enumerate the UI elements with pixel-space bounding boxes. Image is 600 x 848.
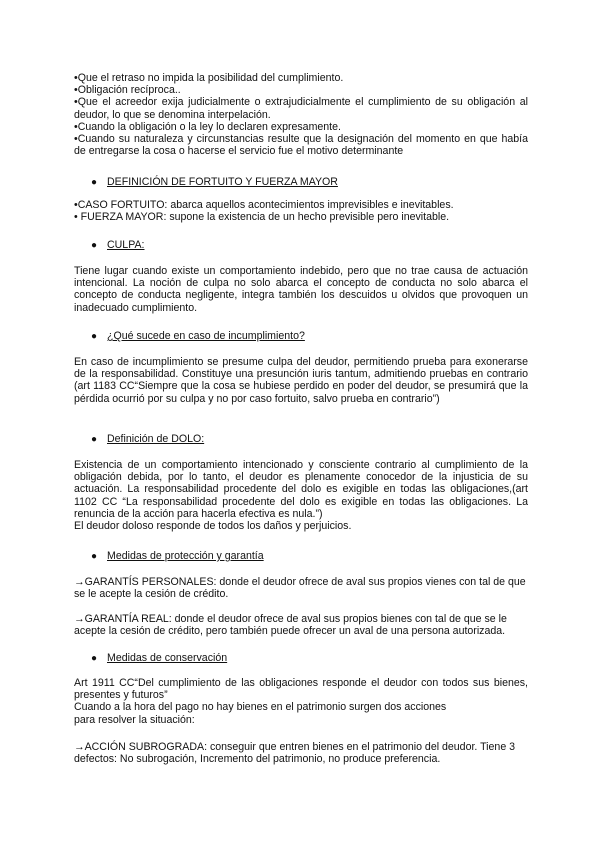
culpa-paragraph: Tiene lugar cuando existe un comportamiento indebido, pero que no trae causa de actuación intencional. La noción de culpa no solo abarca el concepto de conducta no solo abarca el concepto de conducta negligente, integra también los descuidos u olvidos que provoquen un inadecuado cumplimiento.	[74, 265, 528, 314]
section-heading: Medidas de conservación	[107, 652, 228, 664]
intro-item: •Que el retraso no impida la posibilidad del cumplimiento.	[74, 72, 344, 84]
bullet-icon: ●	[91, 240, 98, 251]
fortuito-definitions	[74, 199, 528, 223]
intro-conditions	[74, 72, 528, 157]
conservacion-block	[74, 677, 528, 726]
dolo-paragraph: Existencia de un comportamiento intencionado y consciente contrario al cumplimiento de la obligación debida, por lo tanto, el deudor es plenamente conocedor de la injusticia de su actuación. La responsabilidad procedente del dolo es exigible en todas las obligaciones,(art 1102 CC “La responsabilidad procedente del dolo es exigible en todas las obligaciones. La renuncia de la acción para hacerla efectiva es nula.”)	[74, 459, 528, 520]
intro-item: •Cuando la obligación o la ley lo declaren expresamente.	[74, 120, 341, 133]
heading-culpa	[91, 239, 144, 252]
section-heading: Medidas de protección y garantía	[107, 550, 264, 562]
garantia-personal-paragraph: →GARANTÍS PERSONALES: donde el deudor ofrece de aval sus propios vienes con tal de que se le acepte la cesión de crédito.	[74, 576, 526, 601]
section-heading: DEFINICIÓN DE FORTUITO Y FUERZA MAYOR	[107, 176, 338, 188]
heading-dolo	[91, 433, 204, 446]
section-heading: ¿Qué sucede en caso de incumplimiento?	[107, 330, 305, 342]
accion-subrogada-paragraph: →ACCIÓN SUBROGRADA: conseguir que entren bienes en el patrimonio del deudor. Tiene 3 defectos: No subrogación, Incremento del patrimonio, no produce preferencia.	[74, 741, 516, 766]
caso-fortuito-line: •CASO FORTUITO: abarca aquellos acontecimientos imprevisibles e inevitables.	[74, 199, 454, 211]
section-heading: CULPA:	[107, 239, 145, 251]
dolo-extra: El deudor doloso responde de todos los daños y perjuicios.	[74, 520, 352, 533]
heading-medidas-conservacion	[91, 652, 227, 665]
bullet-icon: ●	[91, 551, 98, 562]
bullet-icon: ●	[91, 434, 98, 445]
article-1911-text: Art 1911 CC“Del cumplimiento de las obligaciones responde el deudor con todos sus bienes, presentes y futuros”	[74, 677, 528, 702]
conservacion-line: para resolver la situación:	[74, 713, 195, 726]
garantia-real-paragraph: →GARANTÍA REAL: donde el deudor ofrece de aval sus propios bienes con tal de que se le acepte la cesión de crédito, pero también puede ofrecer un aval de una persona autorizada.	[74, 613, 507, 638]
dolo-block	[74, 459, 528, 532]
section-heading: Definición de DOLO:	[107, 433, 205, 445]
incumplimiento-paragraph: En caso de incumplimiento se presume culpa del deudor, permitiendo prueba para exonerarse de la responsabilidad. Constituye una presunción iuris tantum, admitiendo pruebas en contrario (art 1183 CC“Siempre que la cosa se hubiese perdido en poder del deudor, se presumirá que la pérdida ocurrió por su culpa y no por caso fortuito, salvo prueba en contrario”)	[74, 356, 528, 405]
fuerza-mayor-line: • FUERZA MAYOR: supone la existencia de un hecho previsible pero inevitable.	[74, 211, 450, 224]
heading-fortuito	[91, 176, 338, 189]
conservacion-line: Cuando a la hora del pago no hay bienes en el patrimonio surgen dos acciones	[74, 701, 447, 714]
intro-item: •Que el acreedor exija judicialmente o extrajudicialmente el cumplimiento de su obligación al deudor, lo que se denomina interpelación.	[74, 96, 528, 121]
bullet-icon: ●	[91, 653, 98, 664]
bullet-icon: ●	[91, 177, 98, 188]
bullet-icon: ●	[91, 331, 98, 342]
heading-medidas-proteccion	[91, 550, 264, 563]
heading-incumplimiento	[91, 330, 305, 343]
intro-item: •Cuando su naturaleza y circunstancias resulte que la designación del momento en que había de entregarse la cosa o hacerse el servicio fue el motivo determinante	[74, 133, 528, 158]
intro-item: •Obligación recíproca..	[74, 84, 181, 97]
